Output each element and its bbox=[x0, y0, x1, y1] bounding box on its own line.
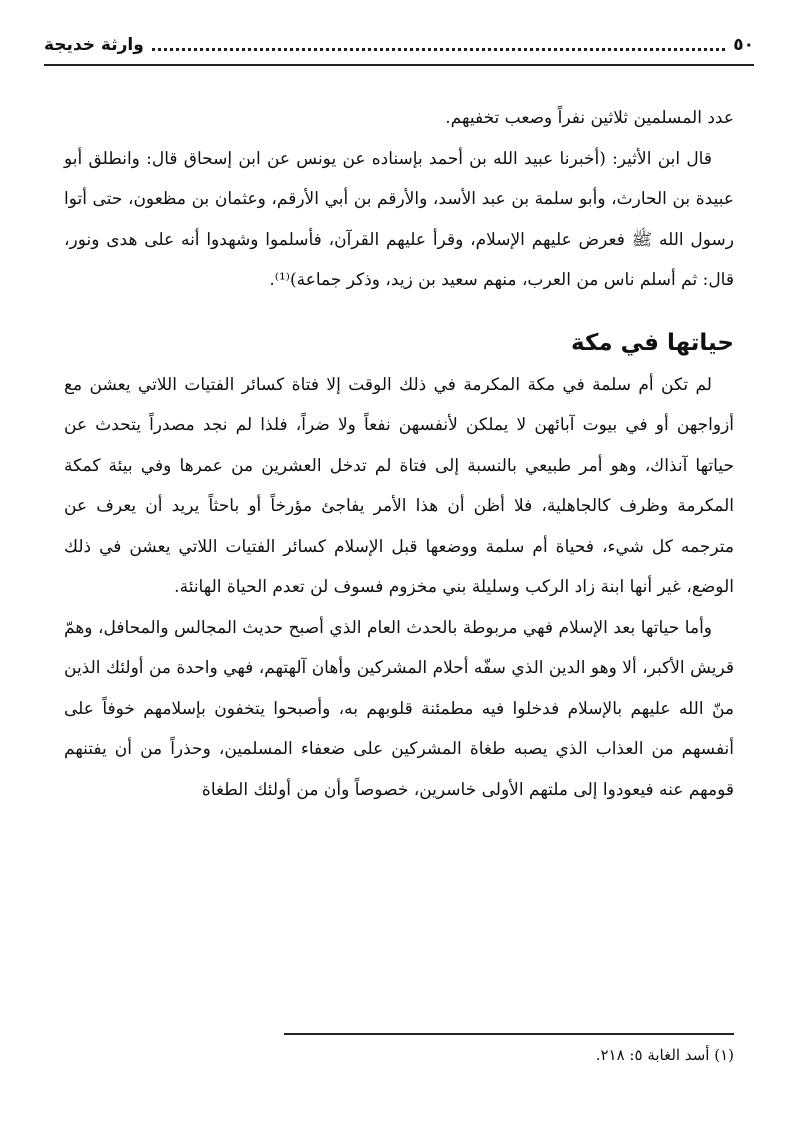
paragraph: وأما حياتها بعد الإسلام فهي مربوطة بالحدث العام الذي أصبح حديث المجالس والمحافل، وهمّ قريش الأكبر، ألا وهو الدين الذي سفّه أحلام المشركين وأهان آلهتهم، فهي واحدة من أولئك الذين منّ الله عليهم بالإسلام فدخلوا فيه مطمئنة قلوبهم به، وأصبحوا يتخفون بإسلامهم خوفاً على أنفسهم من العذاب الذي يصبه طغاة المشركين على ضعفاء المسلمين، وحذراً من أن يفتنهم قومهم عنه فيعودوا إلى ملتهم الأولى خاسرين، خصوصاً وأن من أولئك الطغاة bbox=[64, 617, 734, 800]
running-header bbox=[44, 30, 754, 60]
page-number: ٥٠ bbox=[733, 35, 754, 55]
paragraph: عدد المسلمين ثلاثين نفراً وصعب تخفيهم. bbox=[445, 108, 734, 128]
section-heading: حياتها في مكة bbox=[571, 329, 734, 356]
paragraph: لم تكن أم سلمة في مكة المكرمة في ذلك الوقت إلا فتاة كسائر الفتيات اللاتي يعشن مع أزواجهن أو في بيوت آبائهن لا يملكن لأنفسهن نفعاً ولا ضراً، فلذا لم نجد مصدراً يتحدث عن حياتها آنذاك، وهو أمر طبيعي بالنسبة إلى فتاة لم تدخل العشرين من عمرها وفي بيئة كمكة المكرمة وظرف كالجاهلية، فلا أظن أن هذا الأمر يفاجئ مؤرخاً أو باحثاً يريد أن يعرف عن مترجمه كل شيء، فحياة أم سلمة ووضعها قبل الإسلام كسائر الفتيات اللاتي يعشن في ذلك الوضع، غير أنها ابنة زاد الركب وسليلة بني مخزوم فسوف لن تعدم الحياة الهانئة. bbox=[64, 374, 734, 597]
paragraph: قال ابن الأثير: (أخبرنا عبيد الله بن أحمد بإسناده عن يونس عن ابن إسحاق قال: وانطلق أبو عبيدة بن الحارث، وأبو سلمة بن عبد الأسد، والأرقم بن أبي الأرقم، وعثمان بن مظعون، حتى أتوا رسول الله ﷺ فعرض عليهم الإسلام، وقرأ عليهم القرآن، فأسلموا وشهدوا أنه على هدى ونور، قال: ثم أسلم ناس من العرب، منهم سعيد بن زيد، وذكر جماعة)⁽¹⁾. bbox=[64, 148, 734, 290]
footnote-separator bbox=[284, 1033, 734, 1035]
header-dot-leader bbox=[152, 48, 725, 51]
running-header-title: وارثة خديجة bbox=[44, 35, 144, 55]
main-text bbox=[64, 98, 734, 810]
footnote: (١) أسد الغابة ٥: ٢١٨. bbox=[595, 1046, 734, 1064]
header-rule bbox=[44, 64, 754, 66]
